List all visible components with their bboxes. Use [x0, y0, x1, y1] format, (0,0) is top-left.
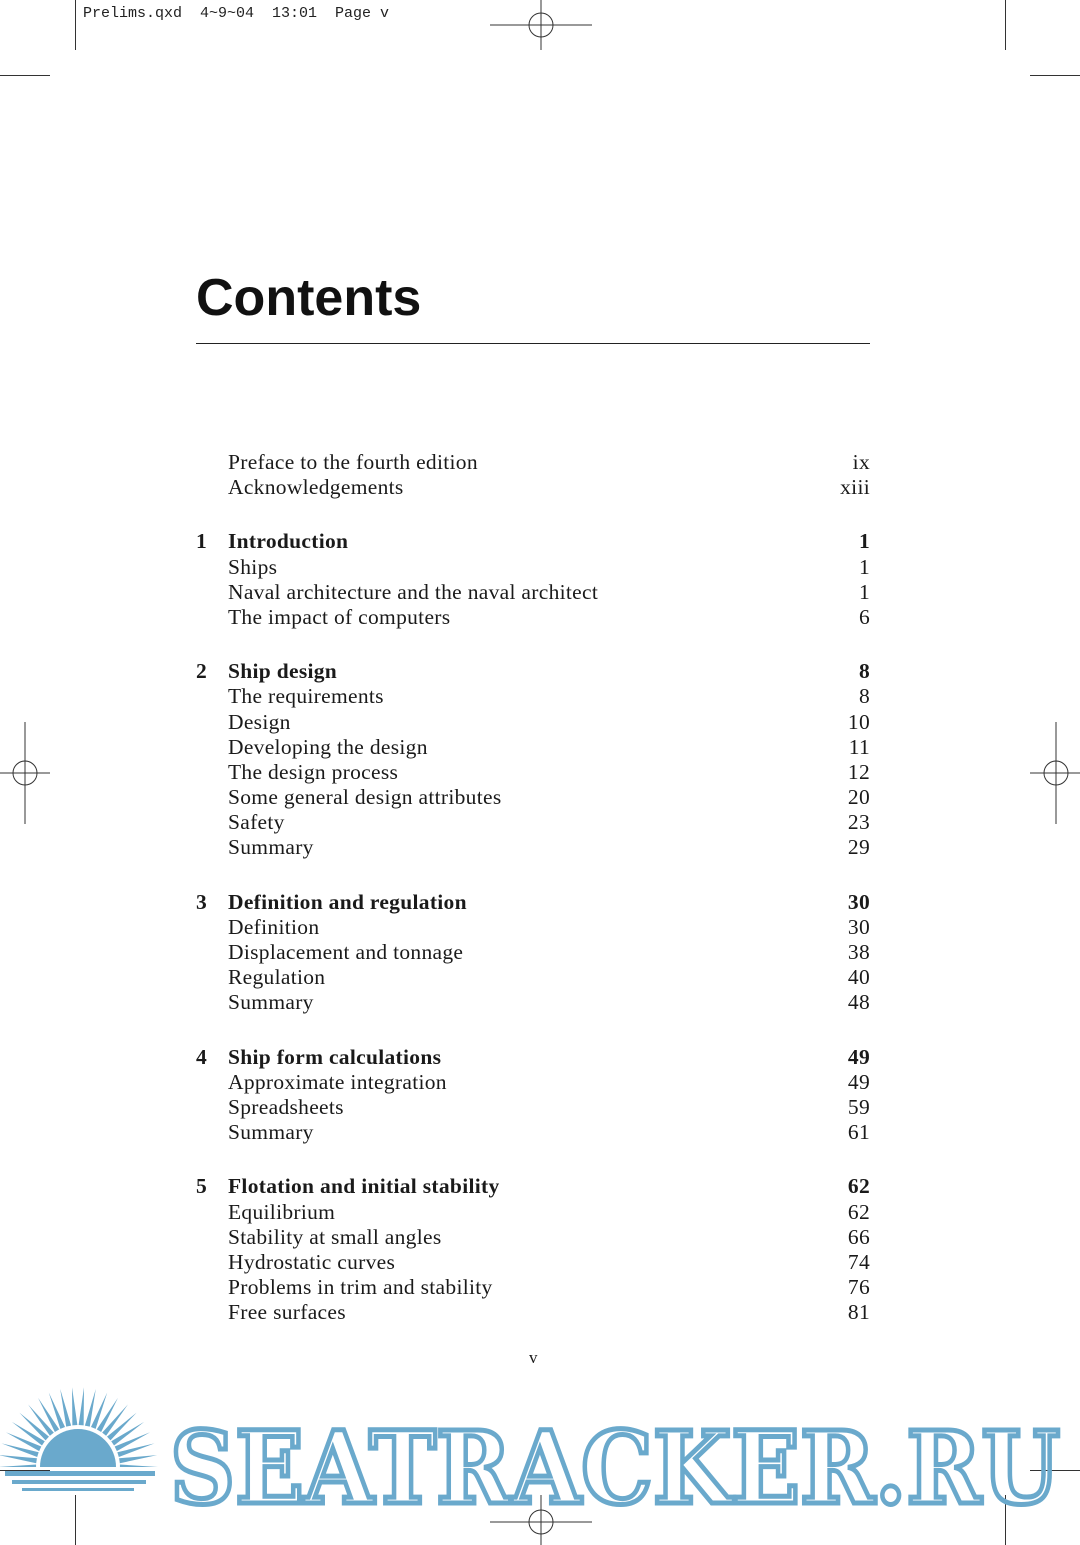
sun-ray	[119, 1455, 157, 1463]
toc-page-number: 49	[847, 1044, 870, 1069]
toc-section-item[interactable]	[196, 1275, 870, 1300]
chapter-number: 4	[196, 1044, 208, 1069]
toc-page-number: 12	[847, 759, 870, 784]
toc-page-number: 74	[847, 1249, 870, 1274]
sun-ray	[115, 1432, 150, 1451]
toc-entry-label: Approximate integration	[228, 1069, 447, 1094]
chapter-title: Introduction	[228, 529, 349, 554]
toc-entry-label: The requirements	[228, 684, 384, 709]
toc-section-item[interactable]	[196, 605, 870, 630]
toc-page-number: 40	[847, 965, 870, 990]
toc-entry-label: Design	[228, 709, 291, 734]
registration-mark-icon	[490, 0, 592, 50]
toc-entry-label: Acknowledgements	[228, 475, 404, 500]
registration-mark-icon	[0, 722, 50, 824]
toc-section-item[interactable]	[196, 684, 870, 709]
toc-front-matter-item[interactable]	[196, 475, 870, 500]
page-folio: v	[529, 1348, 538, 1367]
toc-chapter-heading[interactable]	[196, 529, 870, 554]
toc-section-item[interactable]	[196, 785, 870, 810]
toc-entry-label: Stability at small angles	[228, 1224, 442, 1249]
toc-entry-label: Regulation	[228, 965, 326, 990]
chapter-number: 5	[196, 1174, 208, 1199]
toc-section-item[interactable]	[196, 1225, 870, 1250]
toc-entry-label: Naval architecture and the naval architect	[228, 579, 599, 604]
crop-mark	[1030, 75, 1080, 76]
sun-ray	[0, 1455, 37, 1463]
toc-section-item[interactable]	[196, 1070, 870, 1095]
toc-page-number: 1	[858, 529, 870, 554]
toc-entry-label: Summary	[228, 990, 314, 1015]
toc-section-item[interactable]	[196, 915, 870, 940]
toc-section-item[interactable]	[196, 735, 870, 760]
toc-entry-label: Equilibrium	[228, 1199, 336, 1224]
registration-mark-icon	[1030, 722, 1080, 824]
toc-entry-label: Summary	[228, 835, 314, 860]
sun-ray	[6, 1432, 41, 1451]
chapter-number: 2	[196, 659, 208, 684]
chapter-title: Definition and regulation	[228, 889, 467, 914]
toc-page-number: 66	[847, 1224, 870, 1249]
toc-section-item[interactable]	[196, 580, 870, 605]
toc-chapter-heading[interactable]	[196, 1045, 870, 1070]
toc-entry-label: The design process	[228, 759, 399, 784]
crop-mark	[0, 75, 50, 76]
chapter-number: 1	[196, 529, 208, 554]
toc-page-number: 8	[858, 684, 870, 709]
toc-chapter-heading[interactable]	[196, 890, 870, 915]
toc-page-number: 38	[847, 940, 870, 964]
toc-page-number: xiii	[840, 475, 870, 500]
toc-section-item[interactable]	[196, 1250, 870, 1275]
toc-section-item[interactable]	[196, 810, 870, 835]
toc-page-number: 59	[847, 1094, 870, 1119]
toc-page-number: 1	[858, 554, 870, 579]
toc-entry-label: The impact of computers	[228, 604, 451, 629]
toc-entry-label: Some general design attributes	[228, 785, 502, 810]
toc-section-item[interactable]	[196, 555, 870, 580]
toc-page-number: 30	[847, 914, 870, 939]
toc-entry-label: Free surfaces	[228, 1300, 346, 1325]
toc-entry-label: Preface to the fourth edition	[228, 450, 478, 474]
toc-page-number: 81	[847, 1300, 870, 1325]
toc-entry-label: Hydrostatic curves	[228, 1249, 396, 1274]
toc-entry-label: Problems in trim and stability	[228, 1275, 493, 1300]
toc-page-number: 1	[858, 579, 870, 604]
title-rule	[196, 343, 870, 344]
seatracker-watermark-logo	[0, 1385, 1080, 1515]
crop-mark	[75, 0, 76, 50]
toc-page-number: 48	[847, 990, 870, 1015]
chapter-title: Flotation and initial stability	[228, 1174, 500, 1199]
toc-entry-label: Summary	[228, 1120, 314, 1145]
toc-page-number: 6	[858, 604, 870, 629]
toc-page-number: 29	[847, 835, 870, 860]
toc-section-item[interactable]	[196, 1300, 870, 1325]
toc-chapter-heading[interactable]	[196, 1174, 870, 1199]
crop-mark	[1005, 0, 1006, 50]
toc-page-number: 23	[847, 810, 870, 835]
toc-page-number: 76	[847, 1275, 870, 1300]
toc-page-number: 30	[847, 889, 870, 914]
toc-front-matter-item[interactable]	[196, 450, 870, 475]
toc-page-number: 49	[847, 1069, 870, 1094]
toc-page-number: 20	[847, 785, 870, 810]
toc-entry-label: Developing the design	[228, 734, 428, 759]
toc-entry-label: Definition	[228, 914, 320, 939]
chapter-title: Ship form calculations	[228, 1044, 442, 1069]
sun-ray	[72, 1387, 77, 1425]
toc-entry-label: Spreadsheets	[228, 1094, 344, 1119]
toc-entry-label: Safety	[228, 810, 285, 835]
toc-page-number: 62	[847, 1199, 870, 1224]
sun-ray	[79, 1387, 84, 1425]
file-slug: Prelims.qxd 4~9~04 13:01 Page v	[83, 5, 390, 22]
toc-section-item[interactable]	[196, 965, 870, 990]
toc-section-item[interactable]	[196, 710, 870, 735]
toc-page-number: 62	[847, 1174, 870, 1199]
toc-section-item[interactable]	[196, 940, 870, 965]
toc-entry-label: Displacement and tonnage	[228, 940, 464, 964]
watermark-text: SEATRACKER.RU	[170, 1409, 1060, 1515]
toc-page-number: 10	[847, 709, 870, 734]
toc-section-item[interactable]	[196, 1095, 870, 1120]
chapter-number: 3	[196, 889, 208, 914]
toc-section-item[interactable]	[196, 1200, 870, 1225]
toc-section-item[interactable]	[196, 835, 870, 860]
sun-logo-icon	[0, 1387, 158, 1505]
sun-ray	[0, 1464, 36, 1469]
toc-page-number: 61	[847, 1120, 870, 1145]
toc-chapter-heading[interactable]	[196, 659, 870, 684]
toc-entry-label: Ships	[228, 554, 278, 579]
chapter-title: Ship design	[228, 659, 338, 684]
toc-page-number: 11	[848, 734, 870, 759]
page-title: Contents	[196, 269, 422, 327]
sun-ray	[120, 1464, 158, 1469]
toc-section-item[interactable]	[196, 990, 870, 1015]
toc-section-item[interactable]	[196, 760, 870, 785]
toc-page-number: ix	[852, 450, 870, 474]
toc-page-number: 8	[858, 659, 870, 684]
toc-section-item[interactable]	[196, 1120, 870, 1145]
table-of-contents	[196, 450, 870, 1325]
